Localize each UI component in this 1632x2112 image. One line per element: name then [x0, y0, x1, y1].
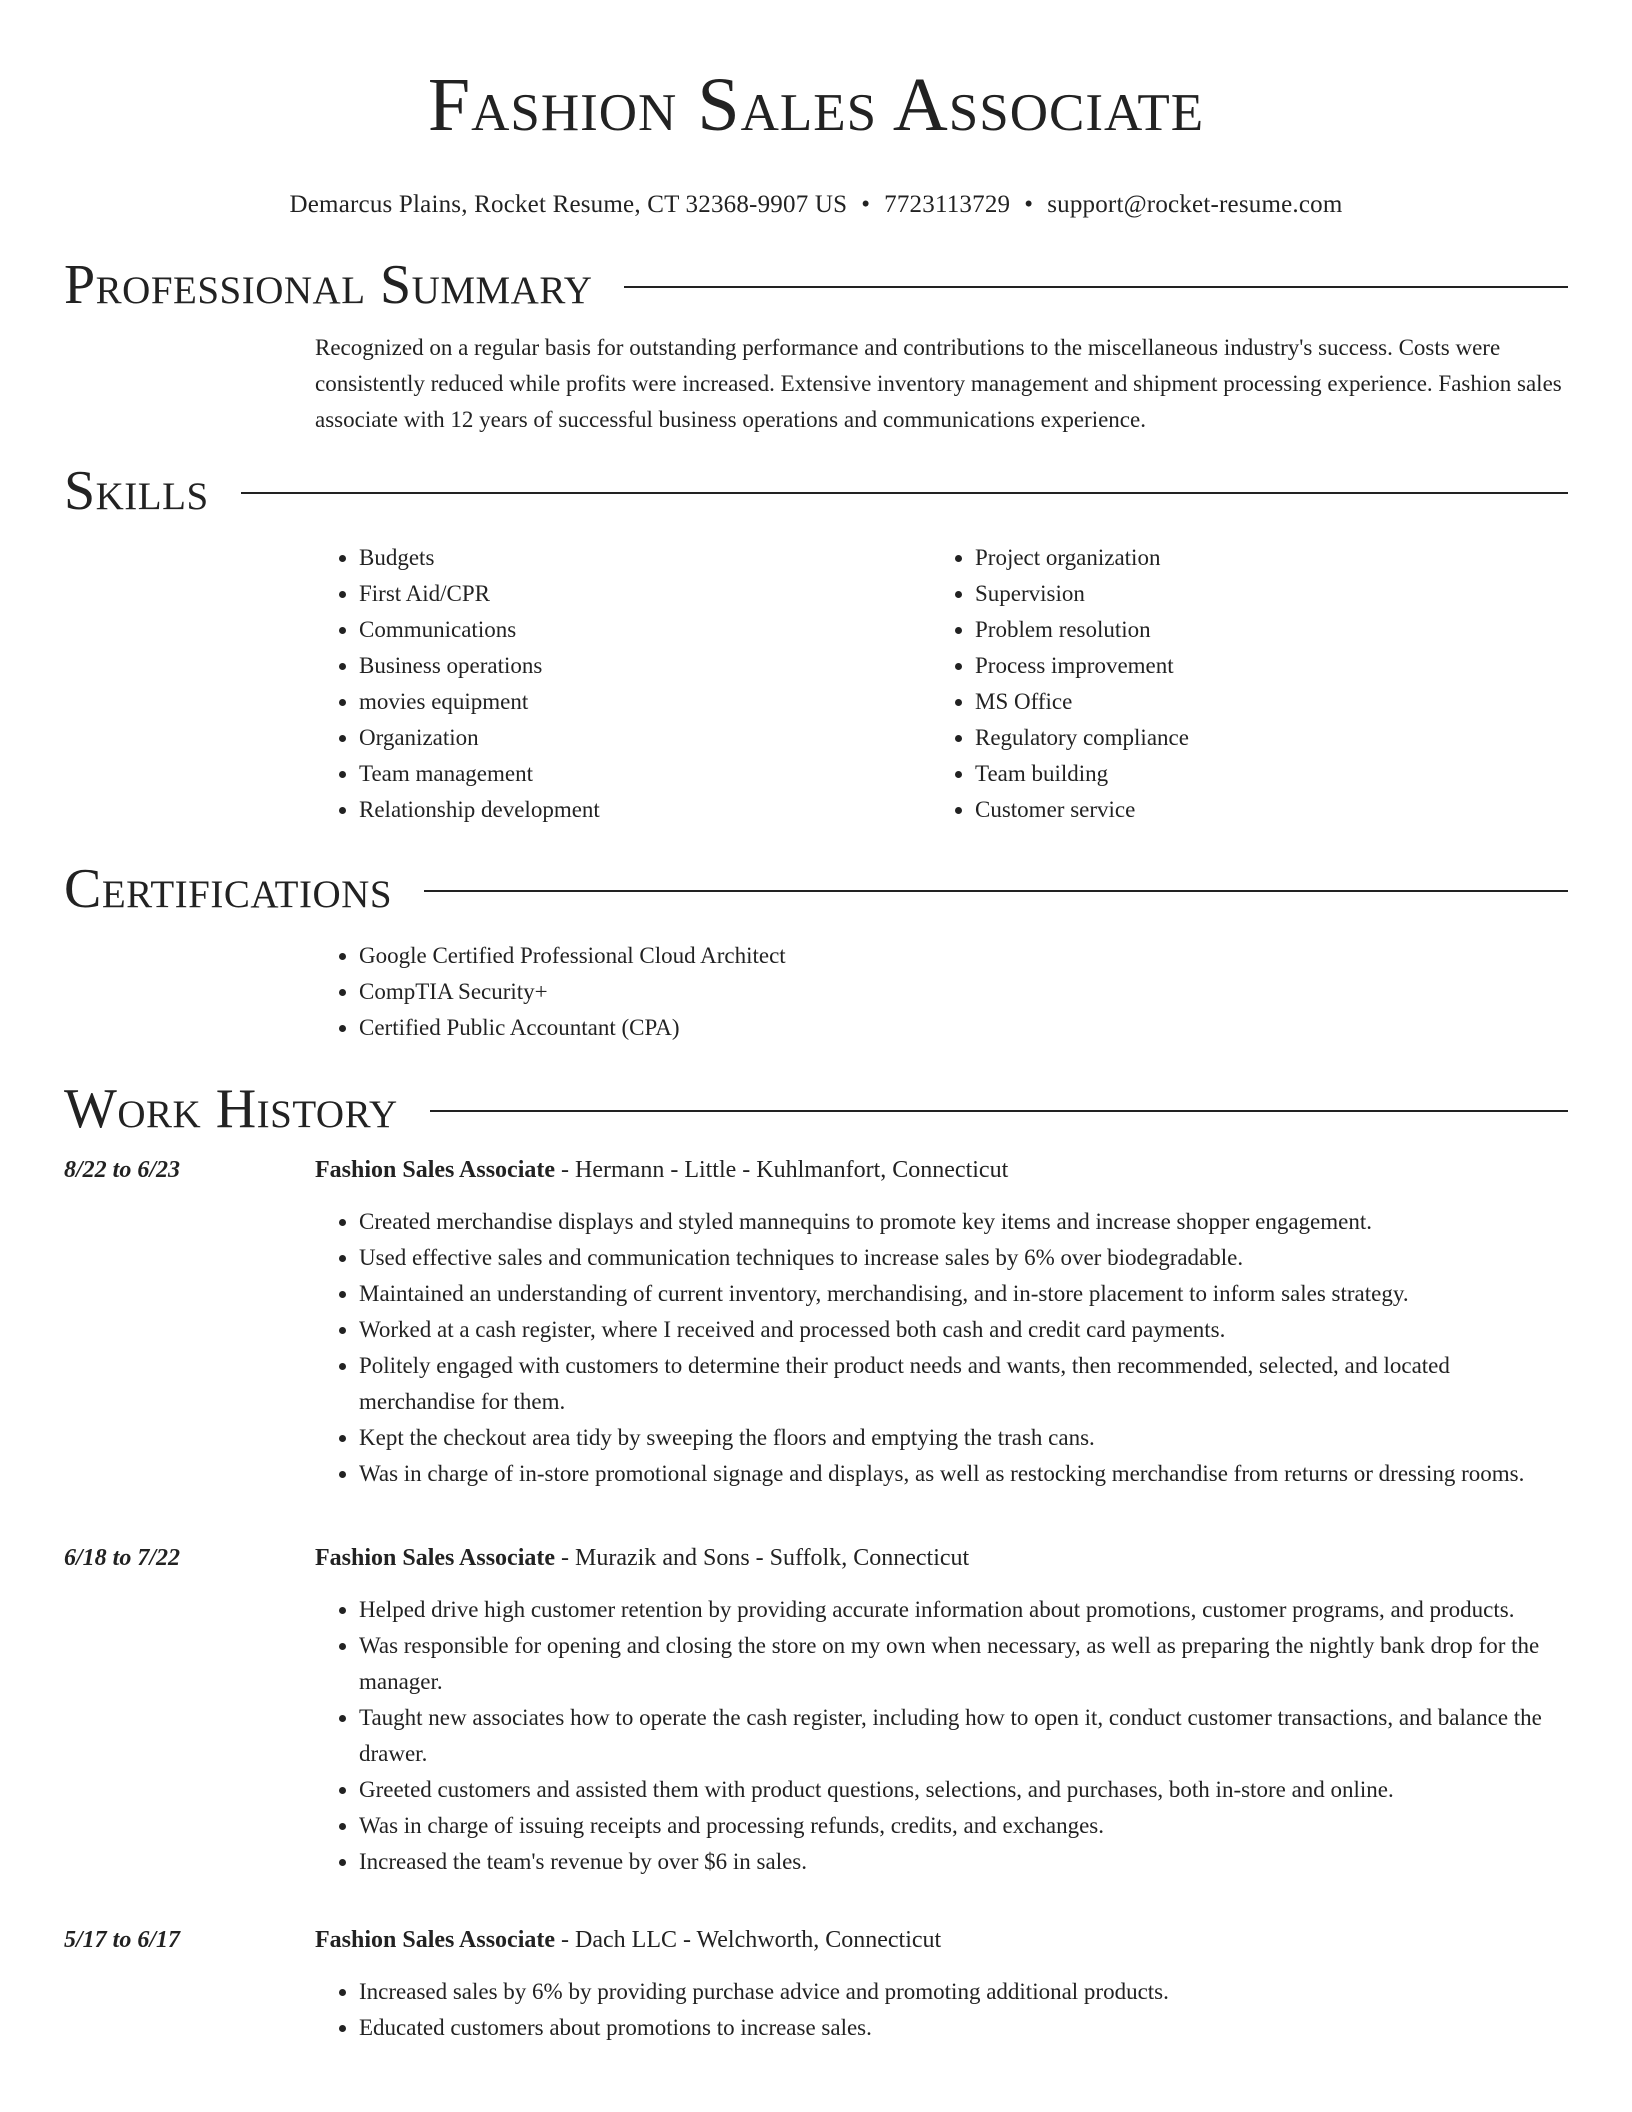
job-bullet: • Was responsible for opening and closing the store on my own when necessary, as well as preparing the nightly bank drop for the manager. — [359, 1628, 1568, 1700]
job-dates: 6/18 to 7/22 — [64, 1545, 181, 1571]
skills-column-right — [931, 540, 1547, 828]
certification-item: • Certified Public Accountant (CPA) — [359, 1010, 1568, 1046]
skill-item: • Problem resolution — [975, 612, 1547, 648]
job-heading — [315, 1542, 1568, 1574]
skill-item: • Customer service — [975, 792, 1547, 828]
work-header — [64, 1074, 1568, 1144]
job-bullet: • Was in charge of in-store promotional signage and displays, as well as restocking merchandise from returns or dressing rooms. — [359, 1456, 1568, 1492]
skill-item: • Project organization — [975, 540, 1547, 576]
skill-item: • Team management — [359, 756, 931, 792]
job-title: Fashion Sales Associate — [315, 1545, 556, 1571]
contact-line — [64, 190, 1568, 220]
job-bullets — [315, 1592, 1568, 1880]
jobs-list — [64, 1154, 1568, 2046]
work-section — [64, 1074, 1568, 2046]
section-divider — [624, 286, 1568, 288]
skills-column-left — [315, 540, 931, 828]
section-divider — [424, 890, 1568, 892]
certification-item: • CompTIA Security+ — [359, 974, 1568, 1010]
job-bullets — [315, 1204, 1568, 1492]
skills-list-right — [931, 540, 1547, 828]
job-entry — [64, 1542, 1568, 1880]
job-bullet: • Created merchandise displays and styled mannequins to promote key items and increase shopper engagement. — [359, 1204, 1568, 1240]
skill-item: • Regulatory compliance — [975, 720, 1547, 756]
skills-list-left — [315, 540, 931, 828]
job-body — [315, 1542, 1568, 1880]
job-title: Fashion Sales Associate — [315, 1927, 556, 1953]
job-body — [315, 1154, 1568, 1492]
contact-separator: • — [861, 191, 871, 218]
job-employer-location: - Murazik and Sons - Suffolk, Connecticut — [555, 1545, 970, 1571]
certifications-list — [315, 938, 1568, 1046]
skill-item: • First Aid/CPR — [359, 576, 931, 612]
job-heading — [315, 1924, 1568, 1956]
summary-section — [64, 250, 1568, 438]
skill-item: • MS Office — [975, 684, 1547, 720]
job-heading — [315, 1154, 1568, 1186]
job-bullet: • Maintained an understanding of current inventory, merchandising, and in-store placement to inform sales strategy. — [359, 1276, 1568, 1312]
job-bullet: • Increased sales by 6% by providing purchase advice and promoting additional products. — [359, 1974, 1568, 2010]
section-divider — [241, 492, 1568, 494]
certifications-header — [64, 854, 1568, 924]
skills-heading: Skills — [64, 460, 209, 522]
skills-section — [64, 456, 1568, 828]
job-bullets — [315, 1974, 1568, 2046]
certifications-body — [315, 938, 1568, 1046]
summary-text: Recognized on a regular basis for outstanding performance and contributions to the miscellaneous industry's success. Costs were consistently reduced while profits were increased. Extensive inventory management and shipment processing experience. Fashion sales associate with 12 years of successful business operations and communications experience. — [315, 335, 1562, 432]
job-dates: 8/22 to 6/23 — [64, 1157, 181, 1183]
job-bullet: • Politely engaged with customers to determine their product needs and wants, then recommended, selected, and located merchandise for them. — [359, 1348, 1568, 1420]
job-dates: 5/17 to 6/17 — [64, 1927, 181, 1953]
resume-name: Fashion Sales Associate — [427, 63, 1205, 147]
job-bullet: • Worked at a cash register, where I received and processed both cash and credit card payments. — [359, 1312, 1568, 1348]
job-employer-location: - Dach LLC - Welchworth, Connecticut — [555, 1927, 942, 1953]
work-heading: Work History — [64, 1078, 398, 1140]
skills-grid — [315, 540, 1568, 828]
job-body — [315, 1924, 1568, 2046]
job-bullet: • Helped drive high customer retention by providing accurate information about promotions, customer programs, and products. — [359, 1592, 1568, 1628]
skill-item: • movies equipment — [359, 684, 931, 720]
job-entry — [64, 1924, 1568, 2046]
job-bullet: • Educated customers about promotions to increase sales. — [359, 2010, 1568, 2046]
job-bullet: • Taught new associates how to operate the cash register, including how to open it, conduct customer transactions, and balance the drawer. — [359, 1700, 1568, 1772]
certification-item: • Google Certified Professional Cloud Architect — [359, 938, 1568, 974]
job-title: Fashion Sales Associate — [315, 1157, 556, 1183]
summary-header — [64, 250, 1568, 320]
job-bullet: • Was in charge of issuing receipts and processing refunds, credits, and exchanges. — [359, 1808, 1568, 1844]
summary-heading: Professional Summary — [64, 254, 593, 316]
skill-item: • Business operations — [359, 648, 931, 684]
skill-item: • Organization — [359, 720, 931, 756]
skill-item: • Budgets — [359, 540, 931, 576]
contact-address: Demarcus Plains, Rocket Resume, CT 32368-9907 US — [289, 191, 848, 218]
skill-item: • Relationship development — [359, 792, 931, 828]
job-employer-location: - Hermann - Little - Kuhlmanfort, Connecticut — [555, 1157, 1009, 1183]
skill-item: • Communications — [359, 612, 931, 648]
skill-item: • Team building — [975, 756, 1547, 792]
section-divider — [430, 1110, 1568, 1112]
skill-item: • Process improvement — [975, 648, 1547, 684]
contact-email: support@rocket-resume.com — [1047, 191, 1343, 218]
job-bullet: • Kept the checkout area tidy by sweeping the floors and emptying the trash cans. — [359, 1420, 1568, 1456]
job-bullet: • Used effective sales and communication techniques to increase sales by 6% over biodegradable. — [359, 1240, 1568, 1276]
contact-separator: • — [1024, 191, 1034, 218]
job-bullet: • Greeted customers and assisted them with product questions, selections, and purchases, both in-store and online. — [359, 1772, 1568, 1808]
skill-item: • Supervision — [975, 576, 1547, 612]
contact-phone: 7723113729 — [884, 191, 1011, 218]
job-entry — [64, 1154, 1568, 1492]
certifications-heading: Certifications — [64, 858, 393, 920]
job-bullet: • Increased the team's revenue by over $6 in sales. — [359, 1844, 1568, 1880]
certifications-section — [64, 854, 1568, 1046]
skills-header — [64, 456, 1568, 526]
